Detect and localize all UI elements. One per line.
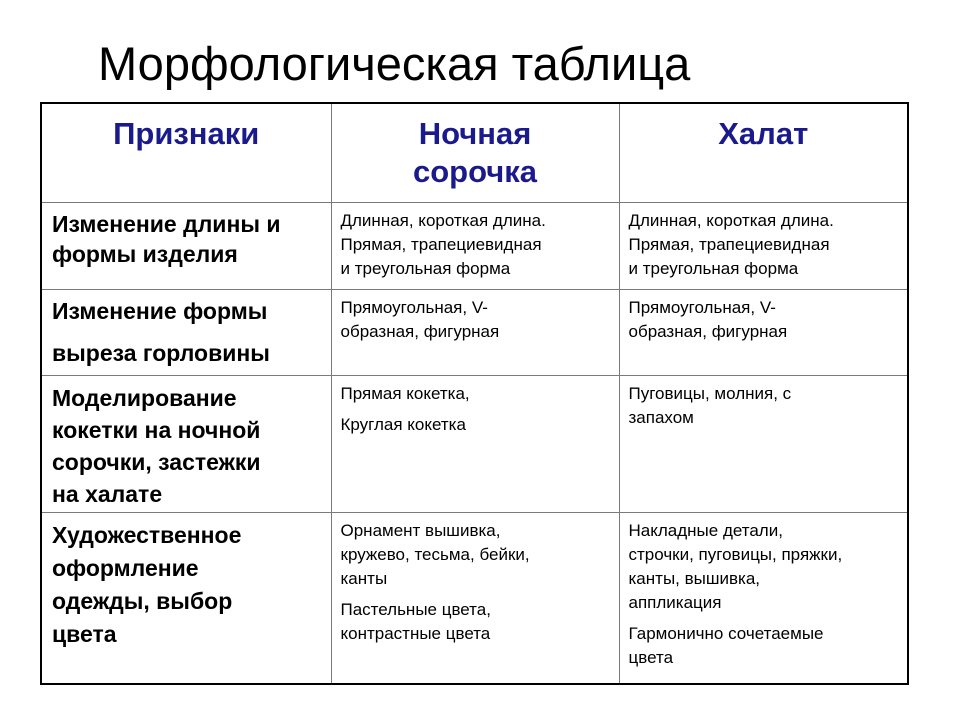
table-row [41,375,908,512]
row-feature-line: кокетки на ночной [52,416,261,443]
row-feature-line: Изменение длины и [52,210,281,237]
cell-line: канты, вышивка, [628,568,761,588]
cell-line: кружево, тесьма, бейки, [340,544,530,564]
table-row [41,202,908,289]
header-features [41,103,331,202]
cell-line: Пуговицы, молния, с [628,383,792,403]
cell-line: Прямая, трапециевидная [340,234,542,254]
robe-cell [619,375,908,512]
cell-line: Пастельные цвета, [340,599,491,619]
cell-line: и треугольная форма [628,258,799,278]
header-robe [619,103,908,202]
table-row [41,289,908,375]
row-feature-line: Изменение формы [52,297,268,324]
cell-line: Прямоугольная, V- [340,297,488,317]
page-title: Морфологическая таблица [98,37,691,90]
row-feature-line: на халате [52,480,163,507]
cell-line: строчки, пуговицы, пряжки, [628,544,843,564]
cell-line: Длинная, короткая длина. [340,210,546,230]
nightgown-cell [331,512,619,684]
cell-line: Прямая кокетка, [340,383,470,403]
cell-line: Круглая кокетка [340,414,466,434]
cell-line: запахом [628,407,694,427]
row-feature-line: формы изделия [52,240,238,267]
table-header-row [41,103,908,202]
row-feature [41,202,331,289]
cell-line: Прямоугольная, V- [628,297,776,317]
row-feature-line: Моделирование [52,384,237,411]
nightgown-cell [331,375,619,512]
cell-line: Гармонично сочетаемые [628,623,824,643]
robe-cell [619,289,908,375]
cell-line: Накладные детали, [628,520,783,540]
robe-cell [619,202,908,289]
cell-line: Орнамент вышивка, [340,520,501,540]
cell-line: контрастные цвета [340,623,491,643]
cell-line: канты [340,568,388,588]
cell-line: аппликация [628,592,722,612]
robe-cell [619,512,908,684]
row-feature-line: цвета [52,620,117,647]
header-nightgown [331,103,619,202]
row-feature-line: сорочки, застежки [52,448,261,475]
header-nightgown-line1: Ночная [418,116,532,151]
row-feature [41,512,331,684]
row-feature-line: выреза горловины [52,339,270,366]
morphological-table [40,102,909,685]
cell-line: и треугольная форма [340,258,511,278]
cell-line: цвета [628,647,674,667]
cell-line: образная, фигурная [628,321,788,341]
row-feature [41,375,331,512]
cell-line: Длинная, короткая длина. [628,210,834,230]
header-robe-label: Халат [718,116,809,151]
header-features-label: Признаки [113,116,260,151]
nightgown-cell [331,289,619,375]
cell-line: Прямая, трапециевидная [628,234,830,254]
table-row [41,512,908,684]
nightgown-cell [331,202,619,289]
cell-line: образная, фигурная [340,321,500,341]
row-feature-line: Художественное [52,521,242,548]
header-nightgown-line2: сорочка [412,154,538,189]
row-feature-line: одежды, выбор [52,587,233,614]
row-feature [41,289,331,375]
row-feature-line: оформление [52,554,199,581]
